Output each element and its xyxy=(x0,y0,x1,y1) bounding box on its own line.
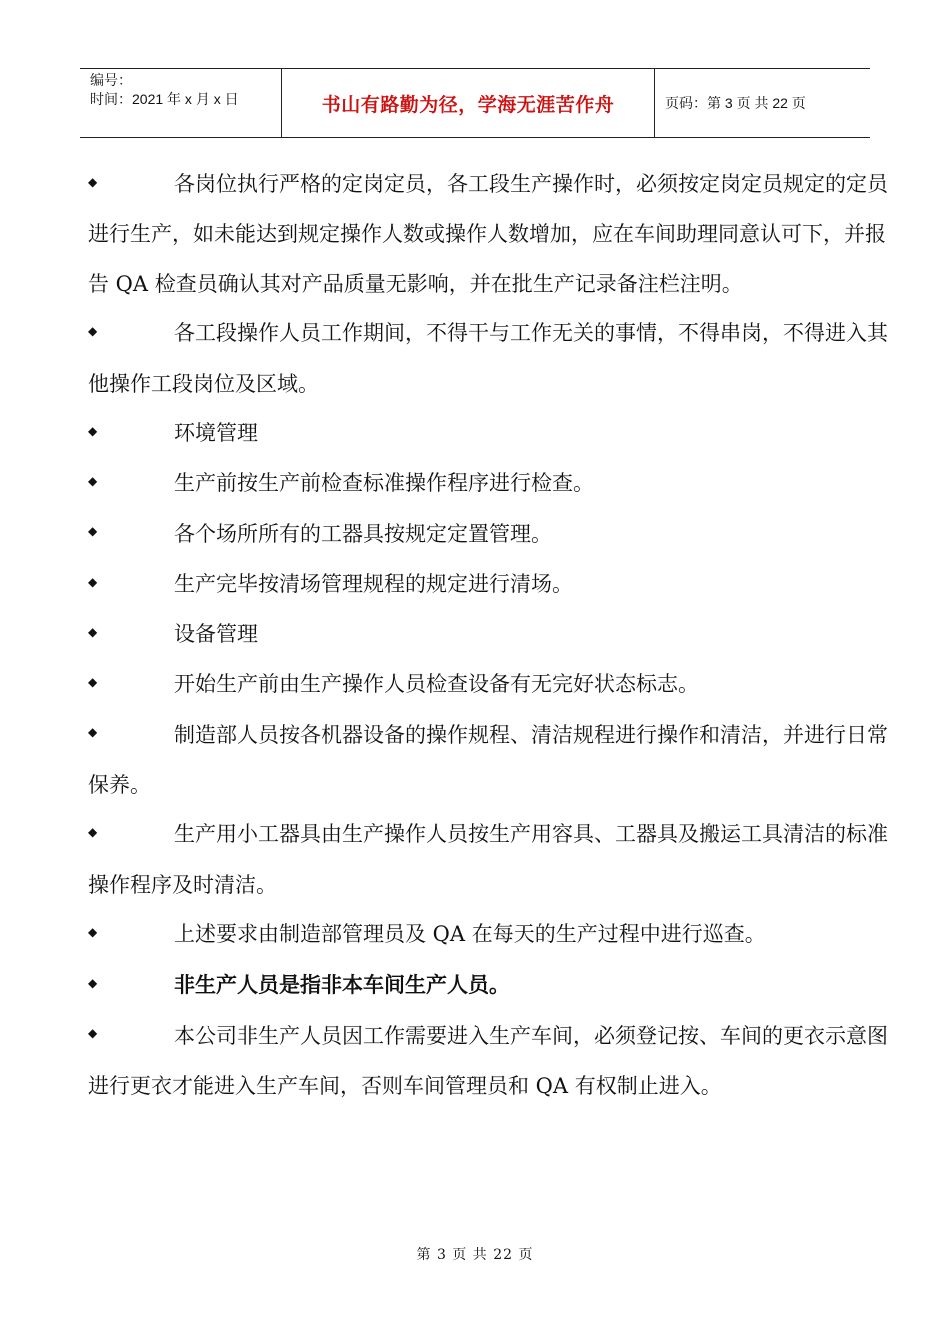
paragraph xyxy=(88,810,894,910)
paragraph xyxy=(88,510,894,560)
document-number-label: 编号： xyxy=(90,72,132,88)
page-header xyxy=(80,68,870,138)
paragraph-text: 生产前按生产前检查标准操作程序进行检查。 xyxy=(174,471,594,496)
diamond-bullet-icon: ◆ xyxy=(88,423,98,438)
paragraph xyxy=(88,560,894,610)
diamond-bullet-icon: ◆ xyxy=(88,675,98,689)
paragraph xyxy=(88,160,894,309)
diamond-bullet-icon: ◆ xyxy=(88,624,98,639)
paragraph xyxy=(88,660,894,710)
paragraph-text: 生产完毕按清场管理规程的规定进行清场。 xyxy=(174,571,573,596)
paragraph-text: 各个场所所有的工器具按规定定置管理。 xyxy=(174,521,552,546)
header-motto: 书山有路勤为径，学海无涯苦作舟 xyxy=(282,69,655,137)
diamond-bullet-icon: ◆ xyxy=(88,574,98,589)
section-heading xyxy=(88,610,894,660)
document-body xyxy=(88,160,894,1111)
diamond-bullet-icon: ◆ xyxy=(88,474,98,488)
diamond-bullet-icon: ◆ xyxy=(88,1026,98,1041)
paragraph-text: 上述要求由制造部管理员及 QA 在每天的生产过程中进行巡查。 xyxy=(174,922,766,946)
paragraph-text: 各工段操作人员工作期间，不得干与工作无关的事情，不得串岗，不得进入其他操作工段岗位及区域。 xyxy=(88,321,888,396)
page-footer: 第 3 页 共 22 页 xyxy=(416,1247,534,1263)
paragraph-text: 设备管理 xyxy=(174,622,258,646)
diamond-bullet-icon: ◆ xyxy=(88,825,98,839)
diamond-bullet-icon: ◆ xyxy=(88,924,98,939)
paragraph xyxy=(88,309,894,409)
paragraph xyxy=(88,459,894,509)
diamond-bullet-icon: ◆ xyxy=(88,725,98,740)
paragraph xyxy=(88,1012,894,1112)
paragraph-text: 本公司非生产人员因工作需要进入生产车间，必须登记按、车间的更衣示意图进行更衣才能进入生产车间，否则车间管理员和 QA 有权制止进入。 xyxy=(88,1023,888,1098)
paragraph-text: 生产用小工器具由生产操作人员按生产用容具、工器具及搬运工具清洁的标准操作程序及时清洁。 xyxy=(88,822,888,897)
diamond-bullet-icon: ◆ xyxy=(88,524,98,539)
section-heading xyxy=(88,409,894,459)
paragraph xyxy=(88,711,894,811)
paragraph-text: 非生产人员是指非本车间生产人员。 xyxy=(174,972,510,998)
paragraph xyxy=(88,910,894,960)
paragraph-text: 环境管理 xyxy=(174,421,258,445)
paragraph-text: 开始生产前由生产操作人员检查设备有无完好状态标志。 xyxy=(174,672,699,697)
diamond-bullet-icon: ◆ xyxy=(88,174,98,189)
bold-paragraph xyxy=(88,960,894,1011)
document-time-label: 时间：2021 年 x 月 x 日 xyxy=(90,91,239,107)
header-meta xyxy=(80,69,282,137)
header-page-info: 页码：第 3 页 共 22 页 xyxy=(665,95,806,111)
paragraph-text: 制造部人员按各机器设备的操作规程、清洁规程进行操作和清洁，并进行日常保养。 xyxy=(88,722,888,797)
diamond-bullet-icon: ◆ xyxy=(88,324,98,338)
diamond-bullet-icon: ◆ xyxy=(88,976,98,990)
paragraph-text: 各岗位执行严格的定岗定员，各工段生产操作时，必须按定岗定员规定的定员进行生产，如未能达到规定操作人数或操作人数增加，应在车间助理同意认可下，并报告 QA 检查员确认其对产品质量无影响，并在批生产记录备注栏注明。 xyxy=(88,172,888,296)
